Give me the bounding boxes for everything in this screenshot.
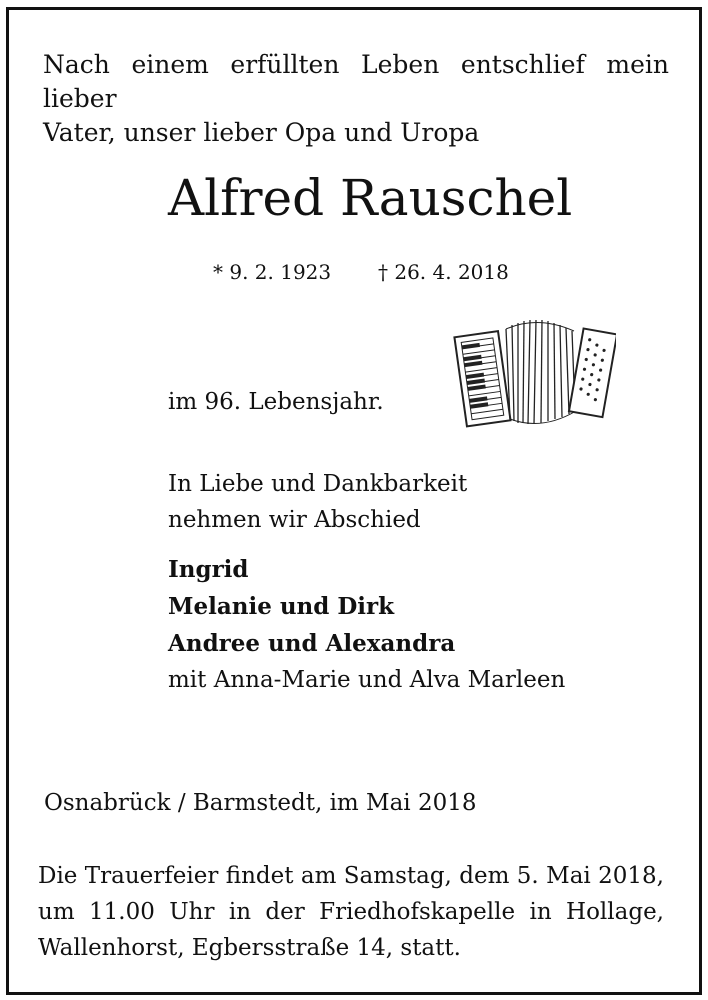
deceased-name: Alfred Rauschel — [168, 169, 573, 227]
funeral-info — [38, 858, 664, 966]
death-date: † 26. 4. 2018 — [378, 260, 509, 284]
intro-line-2: Vater, unser lieber Opa und Uropa — [43, 118, 480, 147]
grandchildren-line: mit Anna-Marie und Alva Marleen — [168, 667, 566, 693]
family-member-3: Andree und Alexandra — [168, 630, 456, 657]
family-member-2: Melanie und Dirk — [168, 593, 395, 620]
family-member-1: Ingrid — [168, 556, 249, 583]
funeral-line-1: Die Trauerfeier findet am Samstag, dem 5. Mai 2018, — [38, 863, 664, 889]
intro-line-1: Nach einem erfüllten Leben entschlief mein lieber — [43, 50, 669, 113]
accordion-icon — [448, 315, 616, 433]
farewell-line-2: nehmen wir Abschied — [168, 507, 421, 533]
place-date: Osnabrück / Barmstedt, im Mai 2018 — [44, 790, 477, 816]
funeral-line-2: um 11.00 Uhr in der Friedhofskapelle in Hollage, — [38, 899, 664, 925]
farewell-line-1: In Liebe und Dankbarkeit — [168, 471, 468, 497]
birth-date: * 9. 2. 1923 — [213, 260, 332, 284]
funeral-line-3: Wallenhorst, Egbersstraße 14, statt. — [38, 935, 461, 961]
notice-border — [6, 7, 702, 995]
intro-text — [43, 48, 669, 150]
age-text: im 96. Lebensjahr. — [168, 389, 384, 415]
